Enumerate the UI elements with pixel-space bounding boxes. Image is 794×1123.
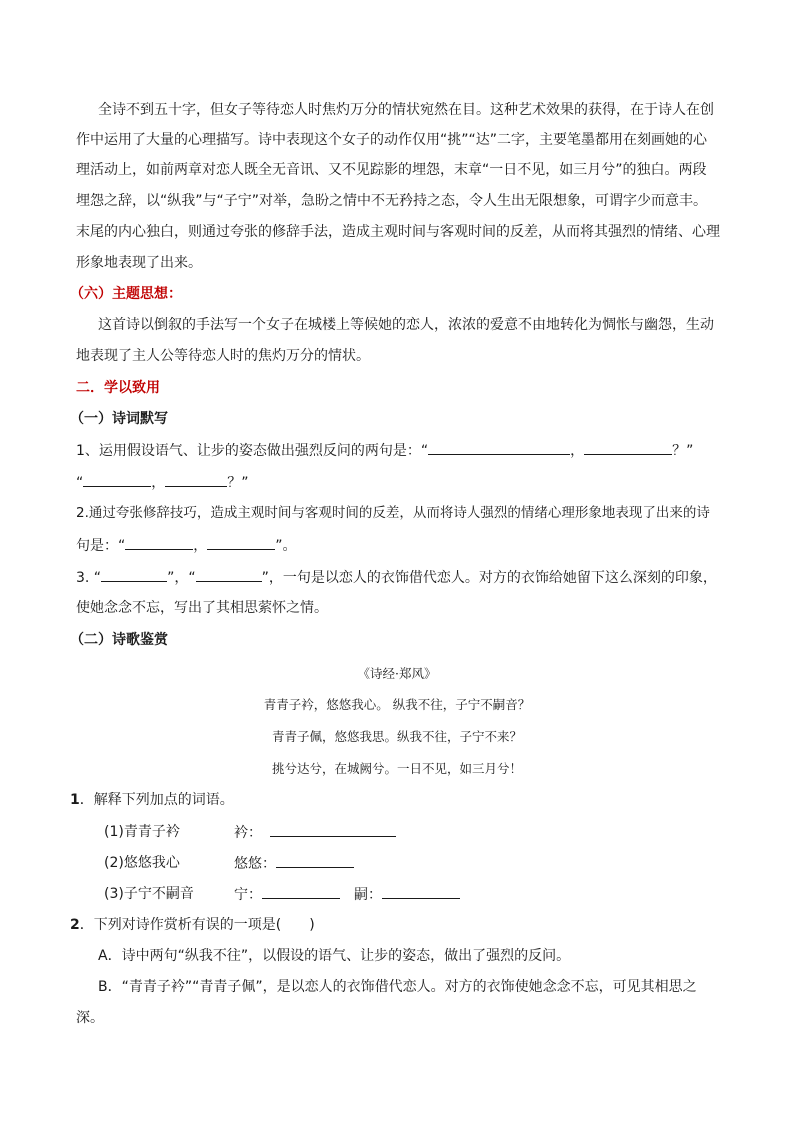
- answer-blank[interactable]: [125, 535, 193, 550]
- question-2-number: 2: [70, 917, 80, 933]
- q3-end: ”，一句是以恋人的衣饰借代恋人。对方的衣饰给她留下这么深刻的印象，: [261, 570, 717, 586]
- answer-blank[interactable]: [428, 440, 570, 455]
- answer-blank[interactable]: [584, 440, 672, 455]
- option-b-line-1: B．“青青子衿”“青青子佩”，是以恋人的衣饰借代恋人。对方的衣饰使她念念不忘，可见其相思之: [98, 979, 697, 995]
- item-3-label-2: 嗣：: [354, 887, 382, 903]
- q1-item-1-answer: [234, 822, 396, 843]
- analysis-line-3: 理活动上，如前两章对恋人既全无音讯、又不见踪影的埋怨，末章“一日不见，如三月兮”的独白。两段: [76, 162, 707, 178]
- analysis-line-2: 作中运用了大量的心理描写。诗中表现这个女子的动作仅用“挑”“达”二字，主要笔墨都用在刻画她的心: [76, 132, 708, 148]
- answer-blank[interactable]: [165, 472, 227, 487]
- answer-blank[interactable]: [207, 535, 275, 550]
- q3-open: 3. “: [76, 570, 102, 586]
- poem-title: 《诗经·郑风》: [357, 666, 437, 681]
- question-1-text: ．解释下列加点的词语。: [79, 792, 234, 808]
- dictation-q2-line-1: 2.通过夸张修辞技巧，造成主观时间与客观时间的反差，从而将诗人强烈的情绪心理形象地表现了出来的诗: [76, 505, 710, 521]
- poem-line-3: 挑兮达兮，在城阙兮。一日不见，如三月兮！: [271, 761, 522, 776]
- question-2-text: ．下列对诗作赏析有误的一项是( ): [79, 917, 315, 933]
- analysis-line-4: 埋怨之辞，以“纵我”与“子宁”对举，急盼之情中不无矜持之态，令人生出无限想象，可谓字少而意丰。: [76, 193, 708, 209]
- theme-line-2: 地表现了主人公等待恋人时的焦灼万分的情状。: [76, 348, 370, 364]
- q1-item-2-answer: [234, 853, 354, 874]
- poem-line-2: 青青子佩，悠悠我思。纵我不往，子宁不来？: [271, 729, 522, 744]
- section-2-heading: 二．学以致用: [76, 380, 160, 396]
- dictation-q1-line-1: [76, 440, 693, 461]
- question-1-number: 1: [70, 792, 80, 808]
- question-1: [70, 790, 234, 810]
- option-a: A．诗中两句“纵我不往”，以假设的语气、让步的姿态，做出了强烈的反问。: [98, 948, 571, 964]
- q1-end: ？”: [672, 443, 694, 459]
- question-2: [70, 915, 315, 935]
- analysis-line-6: 形象地表现了出来。: [76, 255, 202, 271]
- q1b-end: ？”: [227, 475, 249, 491]
- item-2-label: 悠悠：: [234, 856, 276, 872]
- option-b-line-2: 深。: [76, 1010, 104, 1026]
- q1-item-2: (2)悠悠我心: [104, 855, 180, 871]
- q1-prompt: 1、运用假设语气、让步的姿态做出强烈反问的两句是：“: [76, 443, 429, 459]
- dictation-q1-line-2: [76, 472, 249, 493]
- q1-item-1: (1)青青子衿: [104, 824, 180, 840]
- poem-line-1: 青青子衿，悠悠我心。 纵我不往，子宁不嗣音？: [263, 697, 531, 712]
- q1b-open: “: [76, 475, 84, 491]
- q1-item-3-answer: [234, 884, 460, 905]
- dictation-q2-line-2: [76, 535, 297, 556]
- theme-heading: （六）主题思想：: [70, 286, 182, 302]
- answer-blank[interactable]: [196, 567, 262, 582]
- q2-comma: ，: [193, 538, 208, 554]
- item-3-label: 宁：: [234, 887, 262, 903]
- q3-mid: ”，“: [167, 570, 196, 586]
- q1-comma: ，: [570, 443, 585, 459]
- dictation-q3-line-2: 使她念念不忘，写出了其相思萦怀之情。: [76, 600, 328, 616]
- answer-blank[interactable]: [276, 853, 354, 868]
- analysis-line-5: 末尾的内心独白，则通过夸张的修辞手法，造成主观时间与客观时间的反差，从而将其强烈的情绪、心理: [76, 224, 720, 240]
- answer-blank[interactable]: [262, 884, 340, 899]
- answer-blank[interactable]: [382, 884, 460, 899]
- answer-blank[interactable]: [101, 567, 167, 582]
- analysis-line-1: 全诗不到五十字，但女子等待恋人时焦灼万分的情状宛然在目。这种艺术效果的获得，在于诗人在创: [98, 102, 714, 118]
- dictation-heading: （一）诗词默写: [70, 411, 168, 427]
- appreciation-heading: （二）诗歌鉴赏: [70, 632, 168, 648]
- answer-blank[interactable]: [270, 822, 396, 837]
- answer-blank[interactable]: [83, 472, 151, 487]
- q1b-comma: ，: [151, 475, 166, 491]
- q2-end: ”。: [275, 538, 297, 554]
- q1-item-3: (3)子宁不嗣音: [104, 886, 194, 902]
- theme-line-1: 这首诗以倒叙的手法写一个女子在城楼上等候她的恋人，浓浓的爱意不由地转化为惆怅与幽怨，生动: [98, 317, 714, 333]
- dictation-q3-line-1: [76, 567, 717, 588]
- item-1-label: 衿：: [234, 825, 262, 841]
- q2-open: 句是：“: [76, 538, 126, 554]
